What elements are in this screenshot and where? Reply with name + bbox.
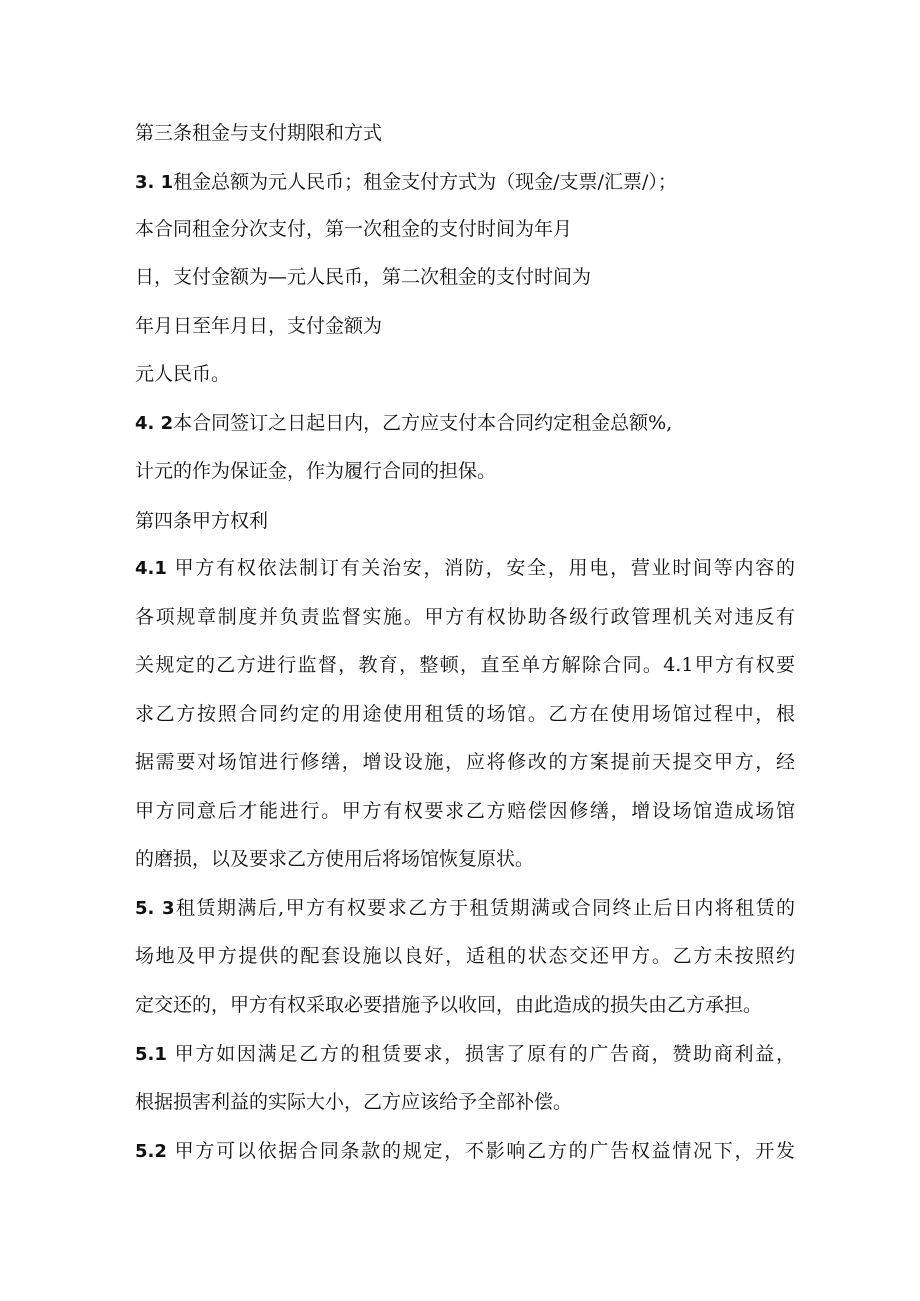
document-line xyxy=(135,313,795,339)
document-line xyxy=(135,555,795,582)
document-line xyxy=(135,216,795,242)
document-line xyxy=(135,361,795,387)
document-line xyxy=(135,992,795,1018)
document-line xyxy=(135,169,795,196)
document-line xyxy=(135,1138,795,1165)
document-line xyxy=(135,1089,795,1115)
clause-number: 4.1 xyxy=(135,558,167,579)
line-text: 关规定的乙方进行监督，教育，整顿，直至单方解除合同。4.1甲方有权要 xyxy=(135,654,795,676)
clause-number: 4. 2 xyxy=(135,413,174,434)
document-line xyxy=(135,410,795,437)
document-line xyxy=(135,895,795,922)
line-text: 甲方同意后才能进行。甲方有权要求乙方赔偿因修缮，增设场馆造成场馆 xyxy=(135,800,795,822)
line-text: 场地及甲方提供的配套设施以良好，适租的状态交还甲方。乙方未按照约 xyxy=(135,945,795,967)
line-text: 本合同租金分次支付，第一次租金的支付时间为年月 xyxy=(135,218,573,240)
clause-number: 5. 3 xyxy=(135,898,175,919)
document-line xyxy=(135,508,795,534)
line-text: 据需要对场馆进行修缮，增设设施，应将修改的方案提前天提交甲方，经 xyxy=(135,751,795,773)
document-line xyxy=(135,943,795,969)
clause-number: 3. 1 xyxy=(135,172,174,193)
line-text: 年月日至年月日，支付金额为 xyxy=(135,315,383,337)
line-text: 定交还的，甲方有权采取必要措施予以收回，由此造成的损失由乙方承担。 xyxy=(135,994,763,1016)
document-line xyxy=(135,798,795,824)
line-text: 甲方有权依法制订有关治安，消防，安全，用电，营业时间等内容的 xyxy=(166,557,795,579)
document-line xyxy=(135,701,795,727)
line-text: 本合同签订之日起日内，乙方应支付本合同约定租金总额%, xyxy=(173,412,673,434)
document-line xyxy=(135,652,795,678)
line-text: 租赁期满后,甲方有权要求乙方于租赁期满或合同终止后日内将租赁的 xyxy=(174,897,795,919)
line-text: 租金总额为元人民币；租金支付方式为（现金/支票/汇票/）； xyxy=(173,171,677,193)
line-text: 甲方可以依据合同条款的规定，不影响乙方的广告权益情况下，开发 xyxy=(166,1140,795,1162)
clause-number: 5.1 xyxy=(135,1044,167,1065)
line-text: 根据损害利益的实际大小，乙方应该给予全部补偿。 xyxy=(135,1091,573,1113)
line-text: 的磨损，以及要求乙方使用后将场馆恢复原状。 xyxy=(135,848,535,870)
line-text: 元人民币。 xyxy=(135,363,231,385)
line-text: 各项规章制度并负责监督实施。甲方有权协助各级行政管理机关对违反有 xyxy=(135,606,795,628)
document-line xyxy=(135,120,795,146)
clause-number: 5.2 xyxy=(135,1141,167,1162)
line-text: 计元的作为保证金，作为履行合同的担保。 xyxy=(135,460,497,482)
line-text: 第三条租金与支付期限和方式 xyxy=(135,122,383,144)
line-text: 求乙方按照合同约定的用途使用租赁的场馆。乙方在使用场馆过程中，根 xyxy=(135,703,795,725)
document-line xyxy=(135,1041,795,1068)
line-text: 日，支付金额为—元人民币，第二次租金的支付时间为 xyxy=(135,266,592,288)
document-line xyxy=(135,749,795,775)
document-line xyxy=(135,264,795,290)
document-line xyxy=(135,846,795,872)
line-text: 第四条甲方权利 xyxy=(135,510,269,532)
document-line xyxy=(135,604,795,630)
line-text: 甲方如因满足乙方的租赁要求，损害了原有的广告商，赞助商利益， xyxy=(166,1043,795,1065)
document-line xyxy=(135,458,795,484)
